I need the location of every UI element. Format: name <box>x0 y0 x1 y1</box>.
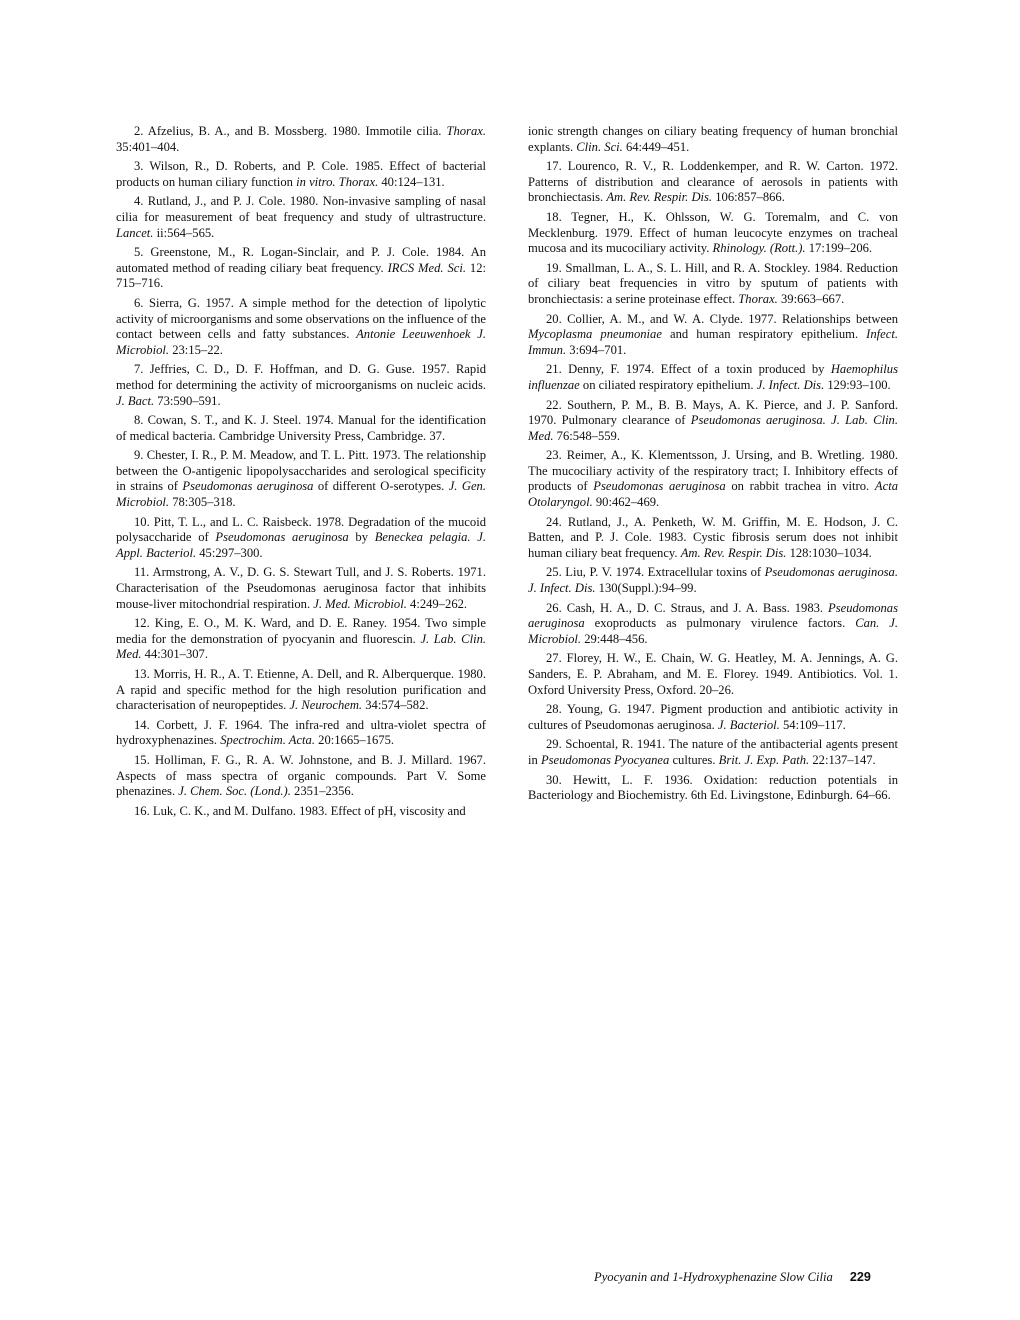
reference-italic-segment: J. Infect. Dis. <box>756 377 825 392</box>
reference-italic-segment: J. Bact. <box>116 393 155 408</box>
reference-ref-14 <box>116 718 486 749</box>
reference-segment: 16. Luk, C. K., and M. Dulfano. 1983. Effect of pH, viscosity and <box>134 803 466 818</box>
reference-ref-4 <box>116 194 486 241</box>
reference-segment: 4. Rutland, J., and P. J. Cole. 1980. Non-invasive sampling of nasal cilia for measurement of beat frequency and study of ultrastructure. <box>116 194 486 224</box>
reference-segment: 15. Holliman, F. G., R. A. W. Johnstone, and B. J. Millard. 1967. Aspects of mass spectra of organic compounds. Part V. Some phenazines. <box>116 752 486 799</box>
reference-segment: 13. Morris, H. R., A. T. Etienne, A. Dell, and R. Alberquerque. 1980. A rapid and specific method for the high resolution purification and characterisation of neuropeptides. <box>116 667 486 713</box>
reference-segment: ionic strength changes on ciliary beating frequency of human bronchial explants. <box>528 124 898 154</box>
reference-ref-23 <box>528 448 898 510</box>
reference-segment: 11. Armstrong, A. V., D. G. S. Stewart Tull, and J. S. Roberts. 1971. Characterisation of the Pseudomonas aeruginosa factor that inhibits mouse-liver mitochondrial respiration. <box>116 565 486 611</box>
reference-ref-18 <box>528 210 898 257</box>
reference-ref-2 <box>116 124 486 155</box>
reference-segment: and human respiratory epithelium. <box>661 327 867 342</box>
reference-segment: 106:857–866. <box>712 190 785 205</box>
reference-segment: of different O-serotypes. <box>313 479 449 494</box>
reference-segment: 19. Smallman, L. A., S. L. Hill, and R. A. Stockley. 1984. Reduction of ciliary beat frequencies in vitro by sputum of patients with bronchiectasis: a serine proteinase effect. <box>528 260 898 306</box>
reference-ref-21 <box>528 362 898 393</box>
reference-segment: 90:462–469. <box>592 495 660 510</box>
reference-italic-segment: J. Lab. Clin. Med. <box>116 631 487 662</box>
reference-ref-19 <box>528 261 898 308</box>
reference-segment: on rabbit trachea in vitro. <box>725 479 875 494</box>
reference-ref-10 <box>116 515 486 562</box>
reference-italic-segment: Pseudomonas aeruginosa. J. Lab. Clin. Med. <box>528 413 899 443</box>
reference-segment: 6. Sierra, G. 1957. A simple method for the detection of lipolytic activity of microorganisms and some observations on the influence of the contact between cells and fatty substances. <box>116 295 486 342</box>
reference-ref-17 <box>528 159 898 206</box>
reference-italic-segment: Am. Rev. Respir. Dis. <box>606 190 713 205</box>
reference-italic-segment: Can. J. Microbiol. <box>528 616 899 646</box>
reference-italic-segment: J. Med. Microbiol. <box>313 596 407 611</box>
reference-segment: 12. King, E. O., M. K. Ward, and D. E. Raney. 1954. Two simple media for the demonstration of pyocyanin and fluorescin. <box>116 616 486 646</box>
reference-segment: 54:109–117. <box>779 717 846 732</box>
reference-italic-segment: IRCS Med. Sci. <box>387 260 466 275</box>
reference-segment: 25. Liu, P. V. 1974. Extracellular toxins of <box>546 565 765 580</box>
reference-italic-segment: Thorax. <box>446 124 486 138</box>
reference-italic-segment: Pseudomonas aeruginosa <box>528 600 898 631</box>
reference-ref-3 <box>116 159 486 190</box>
reference-segment: 2. Afzelius, B. A., and B. Mossberg. 1980. Immotile cilia. <box>134 124 447 138</box>
reference-segment: 18. Tegner, H., K. Ohlsson, W. G. Toremalm, and C. von Mecklenburg. 1979. Effect of human leucocyte enzymes on tracheal mucosa and its mucociliary activity. <box>528 209 898 256</box>
reference-segment: 130(Suppl.):94–99. <box>595 581 697 596</box>
reference-segment: 7. Jeffries, C. D., D. F. Hoffman, and D. G. Guse. 1957. Rapid method for determining the activity of microorganisms on nucleic acids. <box>116 362 486 392</box>
reference-segment: 76:548–559. <box>553 428 620 443</box>
reference-segment: 3. Wilson, R., D. Roberts, and P. Cole. 1985. Effect of bacterial products on human ciliary function <box>116 159 486 189</box>
reference-segment: on ciliated respiratory epithelium. <box>579 377 757 392</box>
reference-ref-27 <box>528 651 898 698</box>
reference-italic-segment: Brit. J. Exp. Path. <box>718 752 810 767</box>
reference-segment: 5. Greenstone, M., R. Logan-Sinclair, and P. J. Cole. 1984. An automated method of reading ciliary beat frequency. <box>116 245 486 275</box>
reference-segment: ii:564–565. <box>153 225 215 240</box>
reference-segment: exoproducts as pulmonary virulence factors. <box>584 616 856 631</box>
reference-column-left <box>116 124 486 823</box>
reference-segment: 24. Rutland, J., A. Penketh, W. M. Griffin, M. E. Hodson, J. C. Batten, and P. J. Cole. 1983. Cystic fibrosis serum does not inhibit human ciliary beat frequency. <box>528 514 898 560</box>
reference-italic-segment: Pseudomonas aeruginosa <box>182 479 314 494</box>
reference-segment: by <box>348 530 375 545</box>
reference-italic-segment: Lancet. <box>116 225 154 240</box>
reference-segment: 30. Hewitt, L. F. 1936. Oxidation: reduction potentials in Bacteriology and Biochemistry. 6th Ed. Livingstone, Edinburgh. 64–66. <box>528 772 898 803</box>
reference-segment: 22:137–147. <box>809 752 876 767</box>
reference-italic-segment: Pseudomonas aeruginosa <box>215 530 349 545</box>
reference-ref-22 <box>528 398 898 445</box>
reference-segment: 34:574–582. <box>362 698 429 713</box>
reference-italic-segment: J. Chem. Soc. (Lond.). <box>178 784 291 799</box>
reference-italic-segment: Beneckea pelagia. J. Appl. Bacteriol. <box>116 530 486 560</box>
reference-ref-16 <box>116 804 486 820</box>
running-title: Pyocyanin and 1-Hydroxyphenazine Slow Cilia <box>594 1270 833 1284</box>
reference-segment: 29:448–456. <box>581 631 648 646</box>
reference-segment: 29. Schoental, R. 1941. The nature of the antibacterial agents present in <box>528 737 898 767</box>
reference-segment: 39:663–667. <box>777 291 845 306</box>
reference-ref-12 <box>116 616 486 663</box>
reference-italic-segment: Mycoplasma pneumoniae <box>528 327 662 342</box>
reference-ref-15 <box>116 753 486 800</box>
reference-italic-segment: Pseudomonas Pyocyanea <box>540 752 670 767</box>
reference-segment: 10. Pitt, T. L., and L. C. Raisbeck. 1978. Degradation of the mucoid polysaccharide of <box>116 514 486 545</box>
reference-ref-16-cont <box>528 124 898 155</box>
reference-italic-segment: Thorax. <box>738 291 778 306</box>
reference-segment: 28. Young, G. 1947. Pigment production and antibiotic activity in cultures of Pseudomonas aeruginosa. <box>528 702 898 732</box>
reference-italic-segment: in vitro. Thorax. <box>296 174 379 189</box>
reference-ref-7 <box>116 362 486 409</box>
reference-segment: 20:1665–1675. <box>315 733 395 748</box>
reference-segment: 14. Corbett, J. F. 1964. The infra-red and ultra-violet spectra of hydroxyphenazines. <box>116 717 486 748</box>
reference-segment: 12: 715–716. <box>116 260 486 291</box>
reference-italic-segment: Pseudomonas aeruginosa. J. Infect. Dis. <box>528 565 898 596</box>
reference-segment: 44:301–307. <box>141 647 208 662</box>
reference-ref-29 <box>528 737 898 768</box>
reference-segment: 20. Collier, A. M., and W. A. Clyde. 1977. Relationships between <box>546 311 898 326</box>
reference-segment: 23:15–22. <box>169 342 223 357</box>
reference-italic-segment: Infect. Immun. <box>528 327 898 357</box>
reference-segment: 73:590–591. <box>154 393 221 408</box>
reference-segment: 17. Lourenco, R. V., R. Loddenkemper, and R. W. Carton. 1972. Patterns of distribution and clearance of aerosols in patients with bronchiectasis. <box>528 159 898 205</box>
page-footer <box>594 1270 871 1285</box>
reference-italic-segment: Am. Rev. Respir. Dis. <box>680 545 787 560</box>
reference-segment: 3:694–701. <box>566 342 627 357</box>
reference-segment: 4:249–262. <box>406 596 468 611</box>
reference-segment: 8. Cowan, S. T., and K. J. Steel. 1974. Manual for the identification of medical bacteria. Cambridge University Press, Cambridge. 37. <box>116 413 486 443</box>
reference-segment: 129:93–100. <box>824 377 891 392</box>
reference-ref-6 <box>116 296 486 358</box>
reference-italic-segment: J. Neurochem. <box>289 698 363 713</box>
reference-italic-segment: Pseudomonas aeruginosa <box>593 479 726 494</box>
reference-italic-segment: J. Gen. Microbiol. <box>116 479 486 510</box>
reference-segment: 26. Cash, H. A., D. C. Straus, and J. A. Bass. 1983. <box>546 600 829 615</box>
reference-ref-26 <box>528 601 898 648</box>
reference-ref-8 <box>116 413 486 444</box>
reference-ref-24 <box>528 515 898 562</box>
reference-column-right <box>528 124 898 808</box>
reference-ref-28 <box>528 702 898 733</box>
reference-segment: 27. Florey, H. W., E. Chain, W. G. Heatley, M. A. Jennings, A. G. Sanders, E. P. Abraham, and M. E. Florey. 1949. Antibiotics. Vol. 1. Oxford University Press, Oxford. 20–26. <box>528 651 898 697</box>
reference-italic-segment: J. Bacteriol. <box>717 717 780 732</box>
reference-segment: 23. Reimer, A., K. Klementsson, J. Ursing, and B. Wretling. 1980. The mucociliary activity of the respiratory tract; I. Inhibitory effects of products of <box>528 448 898 494</box>
reference-ref-25 <box>528 565 898 596</box>
reference-segment: 21. Denny, F. 1974. Effect of a toxin produced by <box>546 362 831 377</box>
reference-italic-segment: Acta Otolaryngol. <box>528 479 898 510</box>
reference-ref-20 <box>528 312 898 359</box>
reference-italic-segment: Antonie Leeuwenhoek J. Microbiol. <box>116 327 486 357</box>
reference-ref-5 <box>116 245 486 292</box>
reference-ref-9 <box>116 448 486 510</box>
reference-segment: cultures. <box>669 752 719 767</box>
reference-segment: 17:199–206. <box>805 241 873 256</box>
reference-italic-segment: Clin. Sci. <box>576 139 623 154</box>
reference-segment: 40:124–131. <box>378 174 445 189</box>
reference-ref-13 <box>116 667 486 714</box>
reference-italic-segment: Spectrochim. Acta. <box>220 733 315 748</box>
reference-segment: 64:449–451. <box>622 139 690 154</box>
reference-italic-segment: Haemophilus influenzae <box>528 362 898 392</box>
reference-segment: 45:297–300. <box>196 545 263 560</box>
reference-ref-11 <box>116 565 486 612</box>
reference-segment: 22. Southern, P. M., B. B. Mays, A. K. Pierce, and J. P. Sanford. 1970. Pulmonary clearance of <box>528 397 898 428</box>
reference-segment: 2351–2356. <box>290 784 354 799</box>
reference-italic-segment: Rhinology. (Rott.). <box>712 241 806 256</box>
page-number: 229 <box>849 1270 871 1284</box>
reference-ref-30 <box>528 773 898 804</box>
reference-segment: 35:401–404. <box>116 139 180 154</box>
reference-segment: 128:1030–1034. <box>786 545 872 560</box>
reference-segment: 9. Chester, I. R., P. M. Meadow, and T. L. Pitt. 1973. The relationship between the O-antigenic lipopolysaccharides and serological specificity in strains of <box>116 448 486 494</box>
reference-segment: 78:305–318. <box>169 495 236 510</box>
